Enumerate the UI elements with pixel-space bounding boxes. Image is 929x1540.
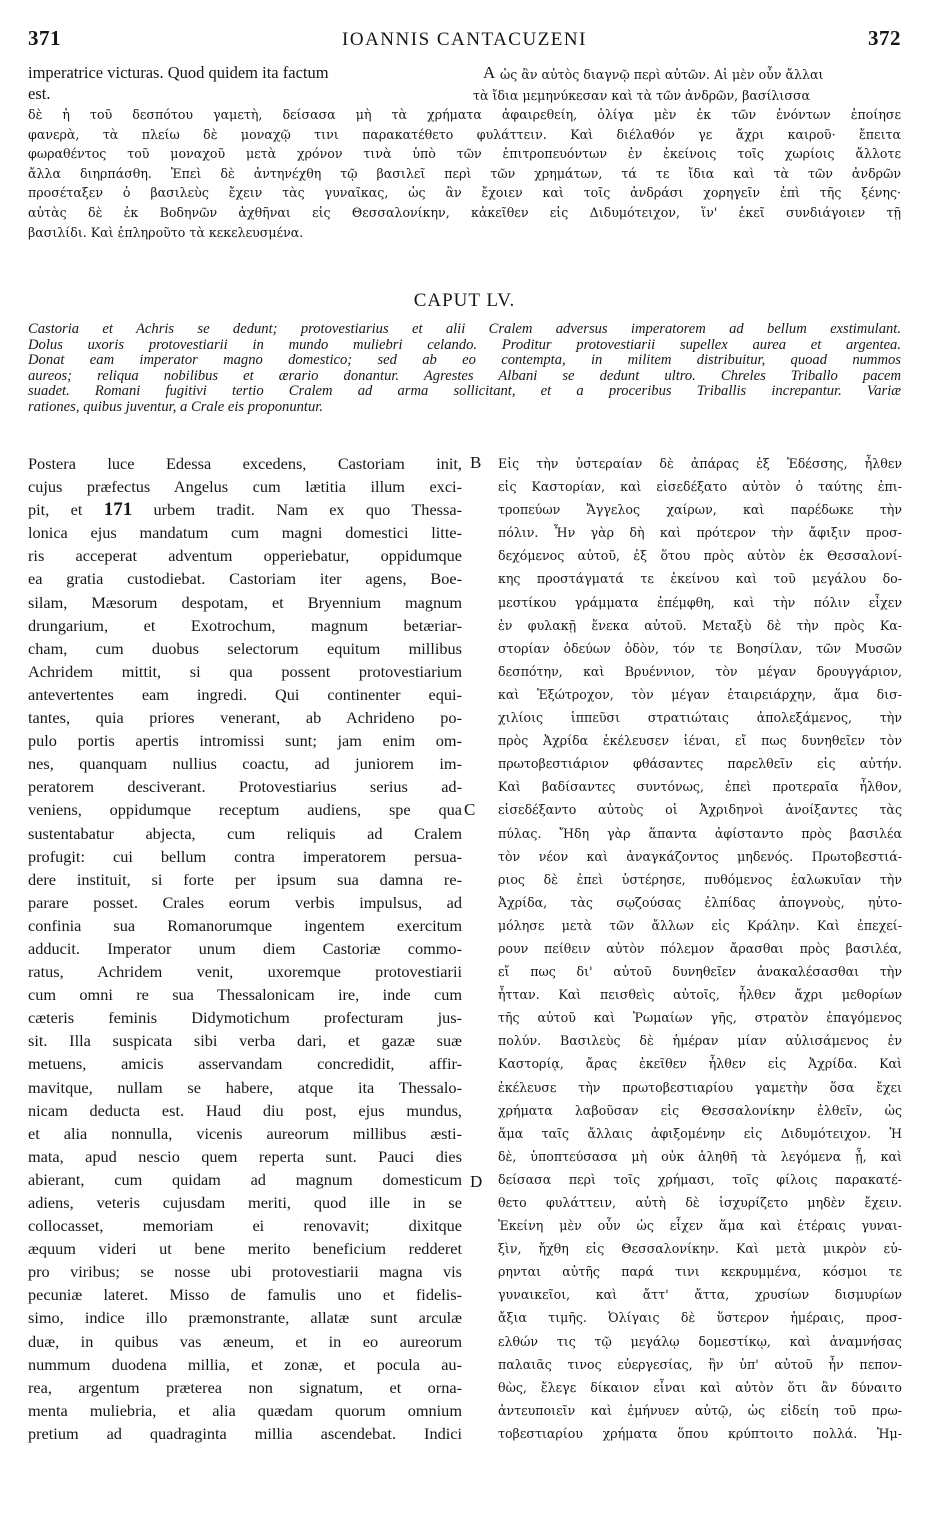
latin-text-line: ris acceperat adventum opperiebatur, oppidumque <box>28 546 462 566</box>
latin-text-line: pit, et 171 urbem tradit. Nam ex quo Thessa- <box>28 499 462 521</box>
greek-text-line: θὼς, ἔλεγε δίκαιον εἶναι καὶ αὐτὸν ὅτι ἂν δύναιτο <box>498 1379 902 1395</box>
greek-text-line: κης προστάγματά τε ἐκείνου καὶ τοῦ μεγάλου δο- <box>498 571 902 587</box>
latin-text-line: pro viribus; se nosse ubi protovestiarii magna vis <box>28 1262 462 1282</box>
latin-text-line: menta muliebria, et alia quædam quorum omnium <box>28 1400 462 1420</box>
summary-line: aureos; reliqua nobilibus et ærario donantur. Agrestes Albani se dedunt ultro. Chreles Triballo pacem <box>28 368 901 384</box>
greek-text-line: προσέταξεν ὁ βασιλεὺς ἔχειν τὰς γυναῖκας, ὡς ἂν ἔχοιεν καὶ τοῖς ἀνδράσι χορηγεῖν ἐπὶ τῆς ξένης· <box>28 185 901 201</box>
chapter-heading: CAPUT LV. <box>413 290 516 311</box>
greek-text-line: ρουν πείθειν αὐτὸν πόλεμον ἄρασθαι πρὸς βασιλέα, <box>498 940 902 956</box>
latin-text-line: Achridem mittit, si qua possent protovestiarium <box>28 661 462 681</box>
latin-text-line: confinia sua Romanorumque ingentem exercitum <box>28 915 462 935</box>
latin-continuation-line-1: imperatrice victuras. Quod quidem ita factum <box>28 63 329 82</box>
latin-text-line: cum omni re sua Thessalonicam ire, inde cum <box>28 985 462 1005</box>
margin-marker-b: B <box>470 453 482 472</box>
summary-line: rationes, quibus juventur, a Crale eis proponuntur. <box>28 399 323 415</box>
latin-text-line: collocasset, memoriam ei renovavit; dixitque <box>28 1216 462 1236</box>
latin-text-line: cham, cum duobus selectorum equitum millibus <box>28 638 462 658</box>
greek-text-line: Καὶ βαδίσαντες συντόνως, ἐπεὶ προτεραῖα ἦλθον, <box>498 779 902 795</box>
greek-text-line: τὸν νέον καὶ ἀναγκάζοντος μηδενός. Πρωτοβεστιά- <box>498 848 902 864</box>
greek-text-line: θετο φυλάττειν, αὐτὴ δὲ ἰσχυρίζετο μηδὲν ἔχειν. <box>498 1195 902 1210</box>
greek-text-line: καὶ Ἐξώτροχον, τὸν μέγαν ἑταιρειάρχην, ἅμα δισ- <box>498 686 902 702</box>
greek-text-line: Ἐκείνη μὲν οὖν ὡς εἶχεν ἅμα καὶ ἑτέραις γυναι- <box>498 1218 902 1234</box>
greek-text-line: ἐν φυλακῇ ἕνεκα αὐτοῦ. Μεταξὺ δὲ τὴν πρὸς Κα- <box>498 617 902 633</box>
summary-line: Dolus uxoris protovestiarii in mundo muliebri celando. Proditur protovestiarii supellex aurea et argentea. <box>28 337 901 353</box>
greek-text-line: φωραθέντος τοῦ μοναχοῦ μετὰ χρόνον τινὰ ὑπὸ τῶν ἐπιτροπευόντων ἐν ἐκείνοις τοῖς χωρίοις ἄλλοτε <box>28 146 901 162</box>
greek-text-line: βασιλίδι. Καὶ ἐπληροῦτο τὰ κεκελευσμένα. <box>28 224 304 240</box>
greek-text-line: ξὶν, ἤχθη εἰς Θεσσαλονίκην. Καὶ μετὰ μικρὸν εὑ- <box>498 1241 902 1257</box>
latin-text-line: adiens, veteris cujusdam meriti, quod ille in se <box>28 1193 462 1212</box>
greek-text-line: Εἰς τὴν ὑστεραίαν δὲ ἀπάρας ἐξ Ἐδέσσης, ἦλθεν <box>498 456 902 471</box>
greek-text-line: ἐκέλευσε τὴν πρωτοβεστιαρίου γαμετὴν ὅσα ἔχει <box>498 1079 902 1095</box>
greek-text-line: ριος δὲ ἐπεὶ ὑστέρησε, πυθόμενος ἑαλωκυῖαν τὴν <box>498 871 902 887</box>
greek-text-line: ἀντευποιεῖν καὶ ἐμήνυεν αὐτῷ, ὡς εἰδείη τοῦ πρω- <box>498 1402 902 1418</box>
top-line-2 <box>28 84 901 105</box>
greek-text-line: μεστίκου γράμματα ἐπέμφθη, καὶ τὴν πόλιν εἶχεν <box>498 594 902 610</box>
latin-text-line: profugit: cui bellum contra imperatorem persua- <box>28 846 462 866</box>
margin-marker-c: C <box>464 800 476 819</box>
latin-column <box>28 452 462 1445</box>
summary-line: suadet. Romani fugitivi tertio Cralem ad arma sollicitant, et a proceribus Triballis increpantur. Variæ <box>28 384 901 400</box>
top-line-1 <box>28 63 901 84</box>
inline-page-marker: 171 <box>103 499 133 521</box>
latin-text-line: antevertentes eam ingredi. Qui continenter equi- <box>28 684 462 704</box>
greek-text-line: ἄξια τιμῆς. Ὀλίγαις δὲ ὕστερον ἡμέραις, προσ- <box>498 1310 902 1326</box>
greek-text-line: Καστορίᾳ, ἄρας ἐκεῖθεν ἦλθεν εἰς Ἀχρίδα. Καὶ <box>498 1056 902 1072</box>
greek-text-line: φανερὰ, τὰ πλείω δὲ μοναχῷ τινι παρακατέθετο φυλάττειν. Καὶ διέλαθόν γε ἄχρι καιροῦ· ἔπειτα <box>28 126 901 142</box>
latin-continuation-line-2: est. <box>28 84 51 103</box>
latin-text-line: Postera luce Edessa excedens, Castoriam init, <box>28 454 462 473</box>
greek-text-line: ελθών τις τῷ μεγάλῳ δομεστίκῳ, καὶ ἀναμνήσας <box>498 1333 902 1349</box>
latin-text-line: drungarium, et Exotrochum, magnum betæriar- <box>28 615 462 635</box>
greek-text-line: ἅμα ταῖς ἄλλαις ἀφιξομένην εἰς Διδυμότειχον. Ἡ <box>498 1125 902 1141</box>
latin-text-line: æquum videri ut bene merito beneficium redderet <box>28 1239 462 1259</box>
latin-text-line: rea, argentum præterea non signatum, et orna- <box>28 1377 462 1397</box>
latin-text-line: veniens, oppidumque receptum audiens, spe qua <box>28 800 462 820</box>
latin-text-line: pulo portis apertis intromissi sunt; jam enim om- <box>28 731 462 751</box>
greek-text-line: αὐτὰς δὲ ἐκ Βοδηνῶν ἀχθῆναι εἰς Θεσσαλονίκην, κἀκεῖθεν εἰς Διδυμότειχον, ἵν' ἐκεῖ συνδιάγοιεν τῇ <box>28 204 901 220</box>
greek-text-line: ρηνται αὐτῆς παρά τινι κεκρυμμένα, κόσμοι τε <box>498 1264 902 1280</box>
latin-text-line: mata, apud nescio quem reperta sunt. Pauci dies <box>28 1146 462 1166</box>
latin-text-line: pretium ad quadraginta millia ascendebat. Indici <box>28 1423 462 1443</box>
greek-text-line: δὲ ἡ τοῦ δεσπότου γαμετὴ, δείσασα μὴ τὰ χρήματα ἀφαιρεθείη, ὀλίγα μὲν ἐκ τῶν ἐνόντων ἐποίησε <box>28 107 901 122</box>
greek-text-line: πόλιν. Ἦν γὰρ δὴ καὶ πρότερον τὴν ἄφιξιν προσ- <box>498 525 902 541</box>
latin-text-line: tantes, quia priores venerant, ab Achrideno po- <box>28 708 462 728</box>
greek-text-line: χιλίοις ἱππεῦσι στρατιώταις ἀπολεξάμενος, τὴν <box>498 710 902 726</box>
greek-text-line: γυναικεῖοι, καὶ ἄττ' ἄττα, χρυσίων δισμυρίων <box>498 1287 902 1303</box>
greek-text-line: στορίαν ὁδεύων ὁδὸν, τόν τε Βοησίλαν, τῶν Μυσῶν <box>498 640 902 656</box>
greek-text-line: Ἀχρίδα, τὰς σῳζούσας ἐλπίδας ἀπογνοὺς, ηὐτο- <box>498 894 902 910</box>
latin-text-line: parare posset. Crales eorum verbis impulsus, ad <box>28 892 462 912</box>
greek-text-line: πύλας. Ἤδη γὰρ ἅπαντα ἀφίσταντο πρὸς βασιλέα <box>498 825 902 841</box>
latin-text-line: nicam deducta est. Haud diu post, ejus mundus, <box>28 1100 462 1120</box>
latin-text-line: nes, quanquam nullius coactu, ad juniorem im- <box>28 754 462 774</box>
greek-text-line: πρὸς Ἀχρίδα ἐκέλευσεν ἰέναι, εἴ πως δυνηθεῖεν τὸν <box>498 733 902 749</box>
latin-text-line: ea gratia custodiebat. Castoriam iter agens, Boe- <box>28 569 462 589</box>
greek-text-line: εἰς Καστορίαν, καὶ εἰσεδέξατο αὐτὸν ὁ ταύτης ἐπι- <box>498 479 902 495</box>
right-page-number: 372 <box>868 26 901 50</box>
latin-text-line: dere instituit, si forte per ipsum sua damna re- <box>28 869 462 889</box>
latin-text-line: duæ, in quibus vas æneum, et in eo aureorum <box>28 1331 462 1351</box>
greek-text-line: ἧτταν. Καὶ πεισθεὶς αὐτοῖς, ἦλθεν ἄχρι μεθορίων <box>498 987 902 1003</box>
greek-text-line: μόλησε μετὰ τῶν ἄλλων εἰς Κράλην. Καὶ ἐπεχεί- <box>498 917 902 933</box>
summary-line: Castoria et Achris se dedunt; protovestiarius et alii Cralem adversus imperatorem ad bellum exstimulant. <box>28 322 901 337</box>
greek-text-line: τῆς αὐτοῦ καὶ Ῥωμαίων γῆς, στρατὸν ἐπαγόμενος <box>498 1010 902 1026</box>
greek-text-line: δεχόμενος αὐτοῦ, ἐξ ὅτου πρὸς αὐτὸν ἐκ Θεσσαλονί- <box>498 548 902 564</box>
latin-text-line: adducit. Imperator unum diem Castoriæ commo- <box>28 938 462 958</box>
latin-text-line: ratus, Achridem venit, uxoremque protovestiarii <box>28 962 462 982</box>
page-header <box>28 26 901 56</box>
greek-text-line: παλαιᾶς τινος εὐεργεσίας, ἣν ὑπ' αὐτοῦ ἦν πεπον- <box>498 1356 902 1372</box>
summary-line: Donat eam imperator magno domestico; sed ab eo contempta, in militem distribuitur, quoad nummos <box>28 353 901 369</box>
greek-text-line: δὲ, ὑποπτεύσασα μὴ οὐκ ἀληθῆ τὰ λεγόμενα ᾖ, καὶ <box>498 1148 902 1164</box>
latin-text-line: pecuniæ lateret. Misso de famulis uno et fidelis- <box>28 1285 462 1305</box>
latin-text-line: lonica ejus mandatum cum magni domestici litte- <box>28 523 462 543</box>
latin-text-line: abierant, cum quidam ad magnum domesticum <box>28 1169 462 1189</box>
latin-text-line: et alia nonnulla, vicenis aureorum millibus æsti- <box>28 1123 462 1143</box>
top-continuation-block <box>28 63 901 242</box>
greek-text-line: εἴ πως δι' αὐτοῦ δυνηθεῖεν ἀνακαλέσασθαι τὴν <box>498 964 902 980</box>
greek-text-line: πολύν. Βασιλεὺς δὲ ἡμέραν μίαν αὐλισάμενος ἐν <box>498 1033 902 1049</box>
running-title: IOANNIS CANTACUZENI <box>342 29 587 50</box>
left-page-number: 371 <box>28 26 61 50</box>
greek-full-width-lines <box>28 105 901 242</box>
latin-text-line: sustentabatur abjecta, cum reliquis ad Cralem <box>28 823 462 843</box>
greek-continuation-line-2: τὰ ἴδια μεμηνύκεσαν καὶ τὰ τῶν ἀνδρῶν, βασίλισσα <box>473 88 811 103</box>
latin-text-line: mavitque, nullam se habere, atque ita Thessalo- <box>28 1077 462 1097</box>
greek-text-line: χρήματα λαβοῦσαν εἰς Θεσσαλονίκην ἐλθεῖν, ὡς <box>498 1102 902 1118</box>
latin-text-line: peratorem desciverant. Protovestiarius serius ad- <box>28 777 462 797</box>
greek-text-line: δείσασα περὶ τοῖς χρήμασι, τοῖς φίλοις παρακατέ- <box>498 1171 902 1187</box>
greek-text-line: τοβεστιαρίου χρήματα ὅπου κρύπτοιτο πολλά. Ἡμ- <box>498 1425 902 1441</box>
greek-continuation-line-1: ὡς ἂν αὐτὸς διαγνῷ περὶ αὐτῶν. Αἱ μὲν οὖν ἄλλαι <box>500 67 824 82</box>
latin-text-line: silam, Mæsorum despotam, et Bryennium magnum <box>28 592 462 612</box>
latin-text-line: cæteris feminis Didymotichum profecturam jus- <box>28 1008 462 1028</box>
greek-text-line: πρωτοβεστιάριον φθάσαντες παρελθεῖν εἰς αὐτήν. <box>498 756 902 772</box>
latin-text-line: simo, indice illo præmonstrante, allatæ sunt arculæ <box>28 1308 462 1328</box>
margin-marker-a: A <box>483 63 496 82</box>
greek-text-line: δεσπότην, καὶ Βρυέννιον, τὸν μέγαν δρουγγάριον, <box>498 663 902 679</box>
latin-text-line: nummum duodena millia, et zonæ, et pocula au- <box>28 1354 462 1374</box>
margin-marker-d: D <box>470 1172 483 1191</box>
greek-column <box>498 452 902 1445</box>
greek-text-line: ἄλλα διηρπάσθη. Ἐπεὶ δὲ ἀντηνέχθη τῷ βασιλεῖ περὶ τῶν χρημάτων, τά τε ἴδια καὶ τὰ τῶν ἀνδρῶν <box>28 165 901 181</box>
greek-text-line: εἰσεδέξαντο αὐτοὺς οἱ Ἀχριδηνοὶ ἀνοίξαντες τὰς <box>498 802 902 818</box>
greek-text-line: τροπεύων Ἄγγελος χαίρων, καὶ παρέδωκε τὴν <box>498 502 902 518</box>
latin-text-line: sit. Illa suspicata sibi verba dari, et gazæ suæ <box>28 1031 462 1051</box>
chapter-summary <box>28 322 901 416</box>
latin-text-line: metuens, amicis asservandam concredidit, affir- <box>28 1054 462 1074</box>
latin-text-line: cujus præfectus Angelus cum lætitia illum exci- <box>28 477 462 497</box>
